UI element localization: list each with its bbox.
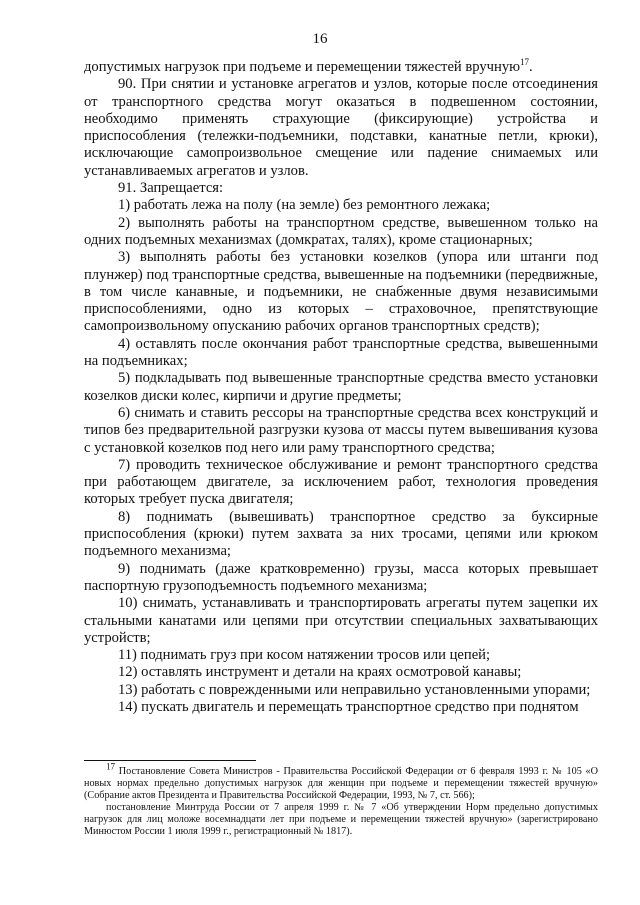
paragraph <box>84 561 598 596</box>
paragraph <box>84 699 598 716</box>
paragraph-text: 2) выполнять работы на транспортном средстве, вывешенном только на одних подъемных механизмах (домкратах, талях), кроме стационарных; <box>84 214 598 248</box>
footnote <box>84 761 598 802</box>
paragraph <box>84 197 598 214</box>
paragraph-text: 90. При снятии и установке агрегатов и узлов, которые после отсоединения от транспортного средства могут оказаться в подвешенном состоянии, необходимо применять страхующие (фиксирующие) устройства и приспособления (тележки-подъемники, подставки, канатные петли, крюки), исключающие самопроизвольное смещение или падение снимаемых или устанавливаемых агрегатов и узлов. <box>84 76 598 179</box>
paragraph <box>84 457 598 509</box>
footnote-reference[interactable]: 17 <box>520 57 530 68</box>
paragraph <box>84 249 598 335</box>
paragraph <box>84 336 598 371</box>
paragraph-text: 5) подкладывать под вывешенные транспортные средства вместо установки козелков диски колес, кирпичи и другие предметы; <box>84 370 598 404</box>
paragraph <box>84 509 598 561</box>
paragraph <box>84 59 598 76</box>
footnote-text: постановление Минтруда России от 7 апреля 1999 г. № 7 «Об утверждении Норм предельно допустимых нагрузок для лиц моложе восемнадцати лет при подъеме и перемещении тяжестей вручную» (зарегистрировано Минюстом России 1 июля 1999 г., регистрационный № 1817). <box>84 802 598 838</box>
paragraph-text: 4) оставлять после окончания работ транспортные средства, вывешенными на подъемниках; <box>84 335 598 370</box>
paragraph-text: 14) пускать двигатель и перемещать транспортное средство при поднятом <box>118 698 579 715</box>
paragraph-text: 11) поднимать груз при косом натяжении тросов или цепей; <box>118 647 491 664</box>
paragraph-text: 91. Запрещается: <box>118 180 224 197</box>
body-text <box>84 59 598 716</box>
paragraph-text: 10) снимать, устанавливать и транспортировать агрегаты путем зацепки их стальными канатами или цепями при отсутствии специальных захватывающих устройств; <box>84 595 598 646</box>
paragraph <box>84 647 598 664</box>
paragraph-tail: . <box>529 59 533 75</box>
page-number: 16 <box>312 31 328 47</box>
paragraph-text: 1) работать лежа на полу (на земле) без ремонтного лежака; <box>118 197 491 214</box>
paragraph-text: 12) оставлять инструмент и детали на краях осмотровой канавы; <box>118 664 522 681</box>
paragraph-text: 8) поднимать (вывешивать) транспортное средство за буксирные приспособления (крюки) путем захвата за них тросами, цепями или крюком подъемного механизма; <box>84 508 598 560</box>
footnote-marker: 17 <box>106 761 115 772</box>
paragraph <box>84 76 598 180</box>
paragraph <box>84 370 598 405</box>
paragraph <box>84 682 598 699</box>
paragraph-text: 7) проводить техническое обслуживание и ремонт транспортного средства при работающем двигателе, за исключением работ, технология проведения которых требует пуска двигателя; <box>84 456 598 508</box>
paragraph <box>84 215 598 250</box>
paragraph <box>84 180 598 197</box>
paragraph-text: 13) работать с поврежденными или неправильно установленными упорами; <box>118 681 591 698</box>
paragraph-text: 6) снимать и ставить рессоры на транспортные средства всех конструкций и типов без предварительной разгрузки кузова от массы путем вывешивания кузова с установкой козелков под него или раму транспортного средства; <box>84 404 598 456</box>
paragraph <box>84 595 598 647</box>
footnote-text: Постановление Совета Министров - Правительства Российской Федерации от 6 февраля 1993 г. № 105 «О новых нормах предельно допустимых нагрузок для женщин при подъеме и перемещении тяжестей вручную» (Собрание актов Президента и Правительства Российской Федерации, 1993, № 7, ст. 566); <box>84 766 598 802</box>
paragraph-text: 9) поднимать (даже кратковременно) грузы, масса которых превышает паспортную грузоподъемность подъемного механизма; <box>84 560 598 594</box>
footnotes <box>84 761 598 839</box>
footnote <box>84 802 598 838</box>
paragraph <box>84 405 598 457</box>
paragraph <box>84 664 598 681</box>
paragraph-text: допустимых нагрузок при подъеме и перемещении тяжестей вручную <box>84 59 521 75</box>
paragraph-text: 3) выполнять работы без установки козелков (упора или штанги под плунжер) под транспортные средства, вывешенные на подъемники (передвижные, в том числе канавные, и подъемники, не снабженные двумя независимыми приспособлениями, одно из которых – страховочное, препятствующие самопроизвольному опусканию рабочих органов транспортных средств); <box>84 249 598 335</box>
